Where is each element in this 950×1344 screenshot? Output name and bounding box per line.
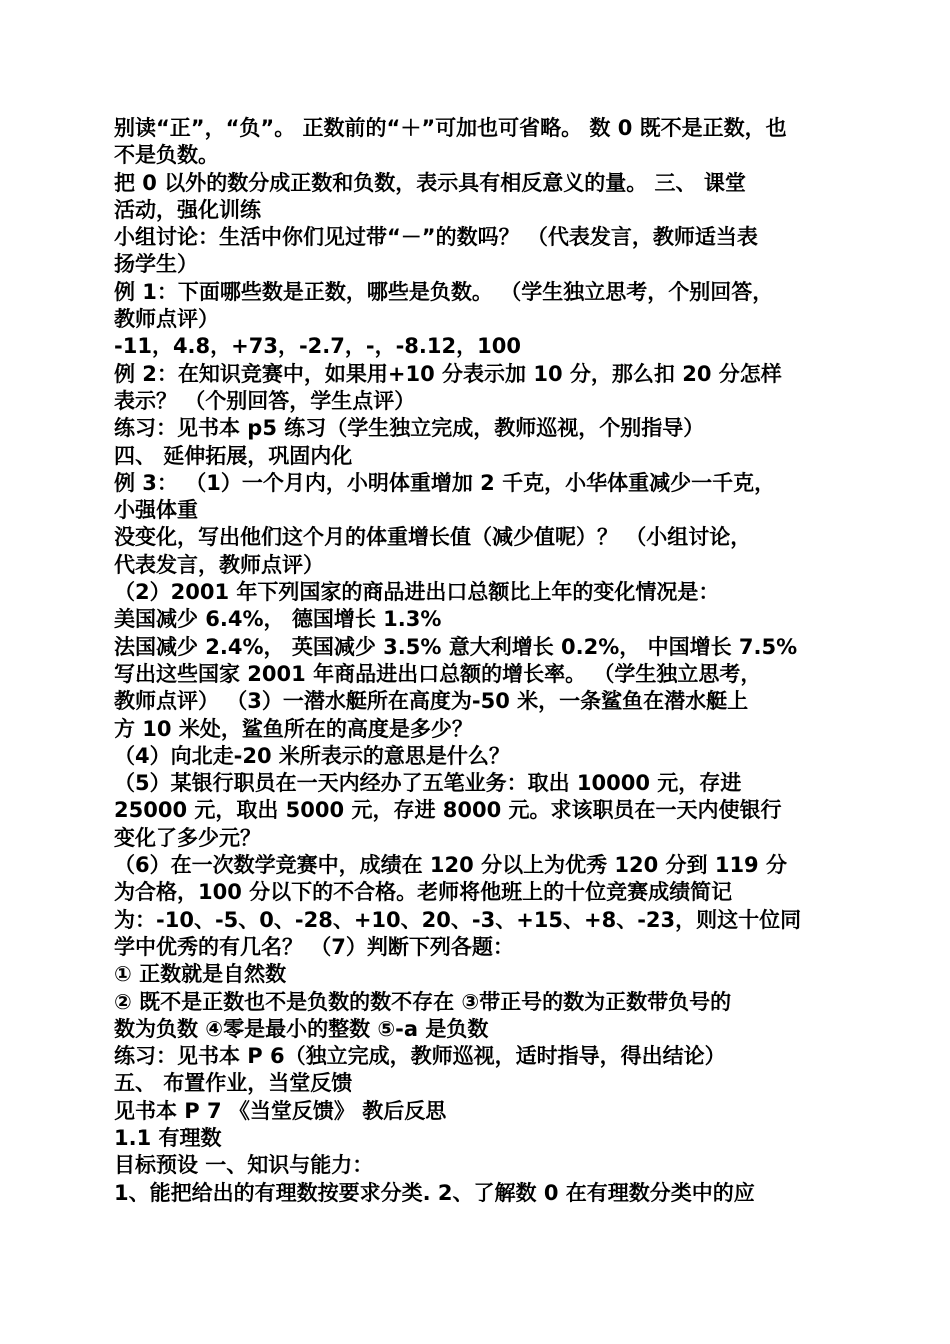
text-line: 活动，强化训练 xyxy=(114,197,261,222)
text-line: （2）2001 年下列国家的商品进出口总额比上年的变化情况是： xyxy=(114,580,720,605)
text-line: 没变化，写出他们这个月的体重增长值（减少值呢）？ （小组讨论， xyxy=(114,525,752,550)
text-line: 教师点评） xyxy=(114,307,219,332)
text-line: 例 2：在知识竞赛中，如果用+10 分表示加 10 分，那么扣 20 分怎样 xyxy=(114,361,782,386)
text-line: 练习：见书本 P 6（独立完成，教师巡视，适时指导，得出结论） xyxy=(114,1044,726,1069)
text-line: 把 0 以外的数分成正数和负数，表示具有相反意义的量。 三、 课堂 xyxy=(114,170,746,195)
text-line: 为合格，100 分以下的不合格。老师将他班上的十位竞赛成绩简记 xyxy=(114,880,733,905)
document-page xyxy=(114,115,844,1207)
text-line: 1、能把给出的有理数按要求分类. 2、了解数 0 在有理数分类中的应 xyxy=(114,1180,755,1205)
text-line: 25000 元，取出 5000 元，存进 8000 元。求该职员在一天内使银行 xyxy=(114,798,782,823)
text-line: 五、 布置作业，当堂反馈 xyxy=(114,1071,353,1096)
text-line: 数为负数 ④零是最小的整数 ⑤-a 是负数 xyxy=(114,1016,489,1041)
text-line: 例 1：下面哪些数是正数，哪些是负数。 （学生独立思考，个别回答， xyxy=(114,279,774,304)
text-line: 小强体重 xyxy=(114,498,198,523)
text-line: 扬学生） xyxy=(114,252,198,277)
text-line: 练习：见书本 p5 练习（学生独立完成，教师巡视，个别指导） xyxy=(114,416,705,441)
text-line: 四、 延伸拓展，巩固内化 xyxy=(114,443,353,468)
text-line: 别读“正”，“负”。 正数前的“＋”可加也可省略。 数 0 既不是正数，也 xyxy=(114,116,787,140)
text-line: 目标预设 一、知识与能力： xyxy=(114,1153,374,1178)
text-line: 例 3： （1）一个月内，小明体重增加 2 千克，小华体重减少一千克， xyxy=(114,470,776,495)
text-line: 小组讨论：生活中你们见过带“－”的数吗？ （代表发言，教师适当表 xyxy=(114,225,758,250)
text-line: 教师点评） （3）一潜水艇所在高度为-50 米，一条鲨鱼在潜水艇上 xyxy=(114,689,749,714)
text-line: 不是负数。 xyxy=(114,143,219,168)
text-line: 写出这些国家 2001 年商品进出口总额的增长率。 （学生独立思考， xyxy=(114,661,762,686)
text-line: 变化了多少元？ xyxy=(114,825,261,850)
text-line: （5）某银行职员在一天内经办了五笔业务：取出 10000 元，存进 xyxy=(114,771,742,796)
text-line: 为：-10、-5、0、-28、+10、20、-3、+15、+8、-23，则这十位同 xyxy=(114,907,802,932)
text-line: 1.1 有理数 xyxy=(114,1125,222,1150)
text-line: 学中优秀的有几名？ （7）判断下列各题： xyxy=(114,934,514,959)
text-line: （4）向北走-20 米所表示的意思是什么？ xyxy=(114,743,510,768)
text-line: 表示？ （个别回答，学生点评） xyxy=(114,388,416,413)
text-line: 代表发言，教师点评） xyxy=(114,552,324,577)
text-line: 美国减少 6.4%， 德国增长 1.3% xyxy=(114,607,442,632)
text-line: ② 既不是正数也不是负数的数不存在 ③带正号的数为正数带负号的 xyxy=(114,989,732,1014)
text-line: ① 正数就是自然数 xyxy=(114,962,287,987)
text-line: -11，4.8，+73，-2.7，-，-8.12，100 xyxy=(114,334,521,359)
text-line: 方 10 米处，鲨鱼所在的高度是多少？ xyxy=(114,716,473,741)
text-line: 法国减少 2.4%， 英国减少 3.5% 意大利增长 0.2%， 中国增长 7.5% xyxy=(114,634,798,659)
text-line: （6）在一次数学竞赛中，成绩在 120 分以上为优秀 120 分到 119 分 xyxy=(114,853,787,878)
text-line: 见书本 P 7 《当堂反馈》 教后反思 xyxy=(114,1098,447,1123)
